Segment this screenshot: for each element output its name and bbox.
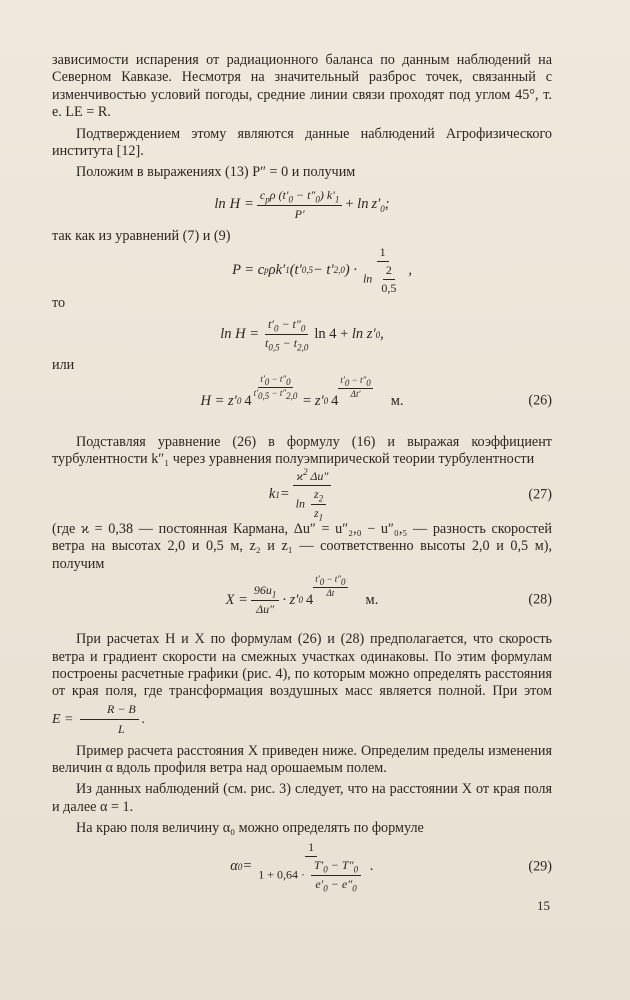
paragraph-10: Пример расчета расстояния X приведен ниже. Определим пределы изменения величин α вдоль профиля ветра над орошаемым полем. <box>52 742 552 776</box>
paragraph-6: или <box>52 356 75 373</box>
equation-number-28: (28) <box>528 591 552 608</box>
paragraph-8: (где ϰ = 0,38 — постоянная Кармана, Δu″ = u″₂,₀ − u″₀,₅ — разность скоростей ветра на высотах 2,0 и 0,5 м, z₂ и z₁ — соответственно высоты 2,0 и 0,5 м), получим <box>52 520 552 572</box>
equation-number-27: (27) <box>528 486 552 503</box>
formula-p: P = c p ρk′ 1 (t′ 0,5 − t′ 2,0 ) · 1 ln $\frac{2}{0,5}$ , <box>232 244 412 295</box>
formula-27: k 1 = $ϰ^2$ Δu″ ln $\frac{z_2}{z_1}$ (27) <box>268 466 552 523</box>
formula-28: X = $\frac{96u_1}{\Delta u''}$ · z′ 0 4 $\frac{t'_0 - t''_0}{\Delta t}$ м. (28) <box>225 574 552 617</box>
page-number: 15 <box>537 898 550 913</box>
formula-ln-h-2: ln H = $\frac{t'_0 - t''_0}{t_{0,5} - t_{2,0}}$ ln 4 + ln z′ 0 , <box>220 316 384 353</box>
equation-number-29: (29) <box>528 858 552 875</box>
paragraph-3: Положим в выражениях (13) P″ = 0 и получим <box>76 164 356 181</box>
paragraph-9: При расчетах H и X по формулам (26) и (28) предполагается, что скорость ветра и градиент скорости на смежных участках одинаковы. По этим формулам построены расчетные графики (рис. 4), по которым можно определять расстояния от края поля, где трансформация воздушных масс является полной. При этом E = $\frac{R - B}{L}$ . <box>52 631 552 737</box>
paragraph-11: Из данных наблюдений (см. рис. 3) следует, что на расстоянии X от края поля и далее α = 1. <box>52 781 552 815</box>
paragraph-7: Подставляя уравнение (26) в формулу (16) и выражая коэффициент турбулентности k″₁ через уравнения полуэмпирической теории турбулентности <box>52 434 552 468</box>
paragraph-12: На краю поля величину α₀ можно определять по формуле <box>76 820 424 837</box>
equation-number-26: (26) <box>528 392 552 409</box>
formula-29: α 0 = 1 1 + 0,64 · $\frac{T'_0 - T''_0}{e'_0 - e''_0}$ . (29) <box>230 839 552 894</box>
paragraph-5: то <box>52 295 66 312</box>
unit-m: м. <box>390 392 404 409</box>
formula-26: H = z′ 0 4 $\frac{t'_0 - t''_0}{t'_{0,5} - t''_{2,0}}$ = z′ 0 4 $\frac{t'_0 - t''_0}{\Delta t'}$ м. (26) <box>200 373 552 409</box>
paragraph-4: так как из уравнений (7) и (9) <box>52 227 231 244</box>
paragraph-1: зависимости испарения от радиационного баланса по данным наблюдений на Северном Кавказе. Несмотря на значительный разброс точек, связанный с изменчивостью условий погоды, средние линии связи проходят под углом 45°, т. е. LE = R. <box>52 52 552 121</box>
unit-m-2: м. <box>365 591 379 608</box>
formula-ln-h: ln H = $\frac{c_p\rho (t'_0 - t''_0) k'_1}{P'}$ + ln $z'_0$; <box>214 187 390 222</box>
paragraph-2: Подтверждением этому являются данные наблюдений Агрофизического института [12]. <box>52 125 552 160</box>
